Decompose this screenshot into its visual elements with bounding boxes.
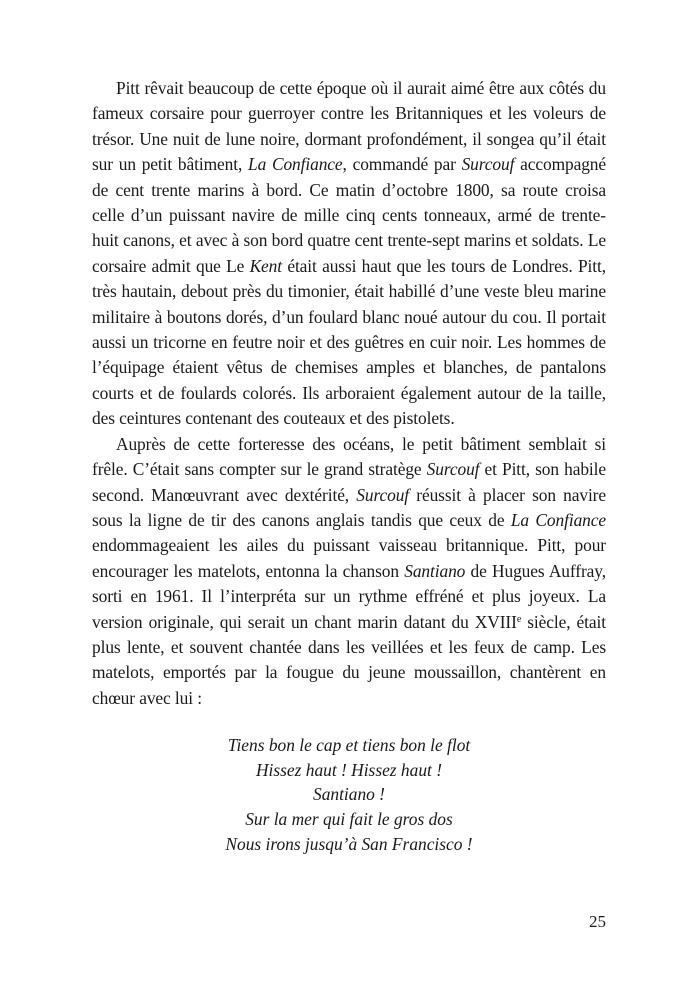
text-segment: et Pitt, son habile second. Manœuvrant avec dextérité, (92, 459, 606, 505)
italic-text: Surcouf (461, 154, 515, 175)
page-number: 25 (589, 912, 606, 931)
poem-verse (92, 733, 606, 856)
text-segment: accompagné de cent trente marins à bord. Ce matin d’octobre 1800, sa route croisa celle d’un puissant navire de mille cinq cents tonneaux, armé de trente-huit canons, et avec à son bord quatre cent trente-sept marins et soldats. Le corsaire admit que Le (92, 154, 607, 276)
italic-text: Kent (249, 255, 283, 276)
text-segment: était aussi haut que les tours de Londres. Pitt, très hautain, debout près du timonier, était habillé d’une veste bleu marine militaire à boutons dorés, d’un foulard blanc noué autour du cou. Il portait aussi un tricorne en feutre noir et des guêtres en cuir noir. Les hommes de l’équipage étaient vêtus de chemises amples et blanches, de pantalons courts et de foulards colorés. Ils arboraient également autour de la taille, des ceintures contenant des couteaux et des pistolets. (92, 255, 606, 429)
italic-text: Santiano (404, 560, 466, 581)
text-segment: Pitt rêvait beaucoup de cette époque où il aurait aimé être aux côtés du fameux corsaire pour guerroyer contre les Britanniques et les voleurs de trésor. Une nuit de lune noire, dormant profondément, il songea qu’il était sur un petit bâtiment, (92, 78, 606, 175)
italic-text: Surcouf (426, 459, 480, 480)
superscript-text: e (516, 613, 522, 625)
paragraph-container (92, 76, 606, 711)
paragraph (92, 76, 606, 432)
poem-line: Nous irons jusqu’à San Francisco ! (225, 833, 473, 854)
paragraph (92, 432, 606, 711)
page-body (92, 76, 606, 856)
poem-line: Santiano ! (313, 784, 385, 805)
text-segment: réussit à placer son navire sous la ligne de tir des canons anglais tandis que ceux de (92, 484, 606, 530)
text-segment: endommageaient les ailes du puissant vaisseau britannique. Pitt, pour encourager les matelots, entonna la chanson (92, 535, 606, 581)
text-segment: siècle, était plus lente, et souvent chantée dans les veillées et les feux de camp. Les matelots, emportés par la fougue du jeune moussaillon, chantèrent en chœur avec lui : (92, 611, 606, 708)
italic-text: La Confiance (510, 509, 607, 530)
poem-line: Hissez haut ! Hissez haut ! (256, 759, 442, 780)
italic-text: La Confiance (248, 154, 343, 175)
poem-line: Tiens bon le cap et tiens bon le flot (227, 735, 471, 756)
text-segment: Auprès de cette forteresse des océans, le petit bâtiment semblait si frêle. C’était sans compter sur le grand stratège (92, 433, 606, 480)
text-segment: , commandé par (342, 154, 462, 175)
poem-line: Sur la mer qui fait le gros dos (245, 808, 453, 829)
italic-text: Surcouf (356, 484, 410, 505)
text-segment: de Hugues Auffray, sorti en 1961. Il l’interpréta sur un rythme effréné et plus joyeux. La version originale, qui serait un chant marin datant du XVIII (92, 560, 606, 632)
